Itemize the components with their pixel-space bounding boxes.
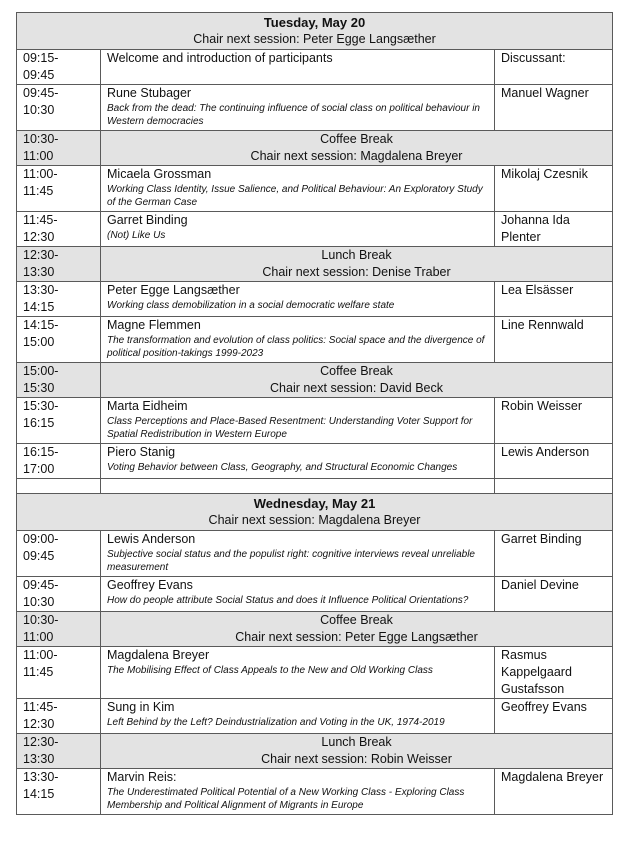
discussant-name: Geoffrey Evans — [501, 700, 587, 714]
break-cell — [101, 363, 613, 398]
discussant-name: Johanna Ida Plenter — [501, 213, 570, 244]
session-row — [17, 85, 613, 131]
speaker-name: Micaela Grossman — [107, 167, 212, 181]
discussant-cell — [495, 699, 613, 734]
time-cell — [17, 282, 101, 317]
break-cell — [101, 612, 613, 647]
blank-row — [17, 479, 613, 494]
discussant-cell — [495, 647, 613, 699]
time-end: 09:45 — [23, 68, 55, 82]
paper-title: The Mobilising Effect of Class Appeals to the New and Old Working Class — [107, 665, 433, 676]
discussant-cell — [495, 398, 613, 444]
speaker-name: Geoffrey Evans — [107, 578, 193, 592]
time-start: 12:30- — [23, 248, 59, 262]
discussant-name: Magdalena Breyer — [501, 770, 604, 784]
speaker-name: Lewis Anderson — [107, 532, 196, 546]
break-row — [17, 363, 613, 398]
time-end: 16:15 — [23, 416, 55, 430]
paper-title: The transformation and evolution of class politics: Social space and the divergence of political position-takings 1999-2023 — [107, 335, 485, 359]
time-cell — [17, 166, 101, 212]
speaker-name: Piero Stanig — [107, 445, 176, 459]
time-end: 10:30 — [23, 103, 55, 117]
paper-title: (Not) Like Us — [107, 230, 166, 241]
time-start: 09:45- — [23, 578, 59, 592]
time-end: 09:45 — [23, 549, 55, 563]
break-label: Coffee Break — [320, 132, 393, 146]
time-cell — [17, 769, 101, 815]
time-cell — [17, 85, 101, 131]
day-header-cell — [17, 13, 613, 50]
time-start: 10:30- — [23, 613, 59, 627]
time-cell — [17, 50, 101, 85]
time-cell — [17, 444, 101, 479]
paper-title: Voting Behavior between Class, Geography, and Structural Economic Changes — [107, 462, 458, 473]
break-row — [17, 131, 613, 166]
discussant-name: Garret Binding — [501, 532, 582, 546]
break-chair: Chair next session: David Beck — [270, 381, 444, 395]
talk-cell — [101, 577, 495, 612]
time-start: 13:30- — [23, 283, 59, 297]
paper-title: How do people attribute Social Status and does it Influence Political Orientations? — [107, 595, 469, 606]
speaker-name: Sung in Kim — [107, 700, 175, 714]
discussant-cell — [495, 577, 613, 612]
speaker-name: Welcome and introduction of participants — [107, 51, 333, 65]
speaker-name: Marvin Reis: — [107, 770, 177, 784]
break-label: Lunch Break — [321, 248, 392, 262]
paper-title: Working Class Identity, Issue Salience, and Political Behaviour: An Exploratory Study of the German Case — [107, 184, 483, 208]
time-start: 11:00- — [23, 167, 58, 181]
talk-cell — [101, 531, 495, 577]
time-cell — [17, 398, 101, 444]
time-end: 11:45 — [23, 184, 54, 198]
time-end: 14:15 — [23, 787, 55, 801]
speaker-name: Magne Flemmen — [107, 318, 201, 332]
break-chair: Chair next session: Peter Egge Langsæther — [235, 630, 478, 644]
discussant-name: Rasmus Kappelgaard Gustafsson — [501, 648, 572, 696]
session-row — [17, 577, 613, 612]
time-end: 12:30 — [23, 717, 55, 731]
time-start: 11:45- — [23, 700, 58, 714]
time-start: 16:15- — [23, 445, 59, 459]
time-cell — [17, 317, 101, 363]
session-row — [17, 769, 613, 815]
time-start: 09:00- — [23, 532, 59, 546]
schedule-table — [16, 12, 613, 815]
time-start: 15:30- — [23, 399, 59, 413]
time-end: 12:30 — [23, 230, 55, 244]
speaker-name: Garret Binding — [107, 213, 188, 227]
break-label: Coffee Break — [320, 364, 393, 378]
day-chair: Chair next session: Peter Egge Langsæther — [193, 32, 436, 46]
discussant-cell — [495, 317, 613, 363]
talk-cell — [101, 166, 495, 212]
time-cell — [17, 131, 101, 166]
discussant-cell — [495, 282, 613, 317]
time-end: 11:00 — [23, 630, 54, 644]
talk-cell — [101, 398, 495, 444]
session-row — [17, 398, 613, 444]
time-start: 11:00- — [23, 648, 58, 662]
time-end: 11:00 — [23, 149, 54, 163]
discussant-name: Line Rennwald — [501, 318, 584, 332]
session-row — [17, 212, 613, 247]
talk-cell — [101, 317, 495, 363]
time-end: 15:00 — [23, 335, 55, 349]
time-start: 13:30- — [23, 770, 59, 784]
blank-cell — [495, 479, 613, 494]
time-end: 17:00 — [23, 462, 55, 476]
break-chair: Chair next session: Robin Weisser — [261, 752, 452, 766]
break-label: Lunch Break — [321, 735, 392, 749]
day-header — [17, 494, 613, 531]
session-row — [17, 531, 613, 577]
break-cell — [101, 734, 613, 769]
paper-title: Left Behind by the Left? Deindustrialization and Voting in the UK, 1974-2019 — [107, 717, 445, 728]
discussant-cell — [495, 531, 613, 577]
discussant-name: Lea Elsässer — [501, 283, 574, 297]
break-cell — [101, 131, 613, 166]
talk-cell — [101, 699, 495, 734]
discussant-name: Daniel Devine — [501, 578, 579, 592]
discussant-name: Mikolaj Czesnik — [501, 167, 588, 181]
session-row — [17, 699, 613, 734]
talk-cell — [101, 50, 495, 85]
time-cell — [17, 212, 101, 247]
discussant-cell — [495, 769, 613, 815]
paper-title: Working class demobilization in a social democratic welfare state — [107, 300, 395, 311]
break-chair: Chair next session: Magdalena Breyer — [250, 149, 463, 163]
talk-cell — [101, 85, 495, 131]
day-chair: Chair next session: Magdalena Breyer — [208, 513, 421, 527]
break-row — [17, 612, 613, 647]
session-row — [17, 166, 613, 212]
talk-cell — [101, 444, 495, 479]
break-row — [17, 734, 613, 769]
time-cell — [17, 734, 101, 769]
time-start: 09:45- — [23, 86, 59, 100]
discussant-name: Robin Weisser — [501, 399, 583, 413]
day-title: Tuesday, May 20 — [263, 15, 366, 30]
discussant-cell — [495, 85, 613, 131]
paper-title: Class Perceptions and Place-Based Resentment: Understanding Voter Support for Spatial Redistribution in Western Europe — [107, 416, 473, 440]
session-row — [17, 444, 613, 479]
time-end: 14:15 — [23, 300, 55, 314]
day-header-cell — [17, 494, 613, 531]
time-start: 15:00- — [23, 364, 59, 378]
talk-cell — [101, 212, 495, 247]
discussant-cell — [495, 444, 613, 479]
discussant-cell — [495, 50, 613, 85]
discussant-name: Lewis Anderson — [501, 445, 590, 459]
blank-cell — [17, 479, 101, 494]
break-cell — [101, 247, 613, 282]
day-header — [17, 13, 613, 50]
speaker-name: Rune Stubager — [107, 86, 192, 100]
time-end: 10:30 — [23, 595, 55, 609]
break-chair: Chair next session: Denise Traber — [262, 265, 451, 279]
session-row — [17, 282, 613, 317]
talk-cell — [101, 647, 495, 699]
discussant-name: Manuel Wagner — [501, 86, 589, 100]
paper-title: Back from the dead: The continuing influence of social class on political behaviour in Western democracies — [107, 103, 480, 127]
speaker-name: Peter Egge Langsæther — [107, 283, 240, 297]
time-start: 10:30- — [23, 132, 59, 146]
talk-cell — [101, 282, 495, 317]
break-row — [17, 247, 613, 282]
time-cell — [17, 699, 101, 734]
time-end: 15:30 — [23, 381, 55, 395]
session-row — [17, 317, 613, 363]
time-end: 11:45 — [23, 665, 54, 679]
session-row — [17, 50, 613, 85]
discussant-cell — [495, 166, 613, 212]
day-title: Wednesday, May 21 — [253, 496, 376, 511]
time-cell — [17, 247, 101, 282]
time-cell — [17, 363, 101, 398]
paper-title: The Underestimated Political Potential of a New Working Class - Exploring Class Membership and Political Alignment of Migrants in Europe — [107, 787, 465, 811]
time-cell — [17, 647, 101, 699]
speaker-name: Marta Eidheim — [107, 399, 188, 413]
break-label: Coffee Break — [320, 613, 393, 627]
discussant-cell — [495, 212, 613, 247]
blank-cell — [101, 479, 495, 494]
talk-cell — [101, 769, 495, 815]
paper-title: Subjective social status and the populist right: cognitive interviews reveal unreliable measurement — [107, 549, 475, 573]
time-end: 13:30 — [23, 752, 55, 766]
time-cell — [17, 577, 101, 612]
time-start: 12:30- — [23, 735, 59, 749]
time-cell — [17, 531, 101, 577]
time-start: 09:15- — [23, 51, 59, 65]
session-row — [17, 647, 613, 699]
time-cell — [17, 612, 101, 647]
discussant-name: Discussant: — [501, 51, 566, 65]
time-end: 13:30 — [23, 265, 55, 279]
speaker-name: Magdalena Breyer — [107, 648, 210, 662]
time-start: 14:15- — [23, 318, 59, 332]
time-start: 11:45- — [23, 213, 58, 227]
